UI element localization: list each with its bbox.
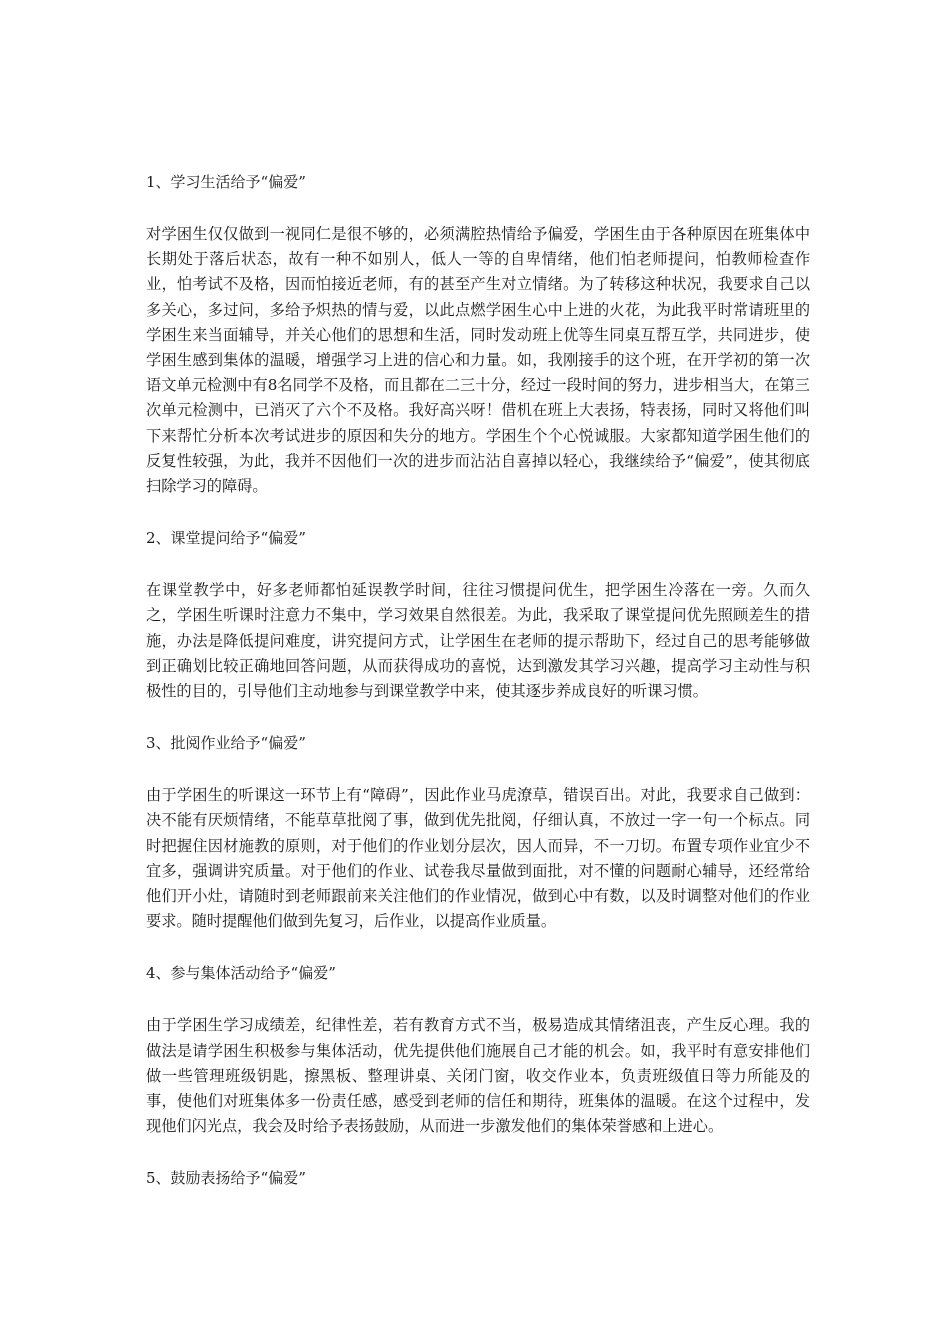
section-heading-4: 4、参与集体活动给予“偏爱”	[146, 964, 336, 983]
section-body-4: 由于学困生学习成绩差，纪律性差，若有教育方式不当，极易造成其情绪沮丧，产生反心理。我的做法是请学困生积极参与集体活动，优先提供他们施展自己才能的机会。如，我平时有意安排他们做一些管理班级钥匙，擦黑板、整理讲桌、关闭门窗，收交作业本，负责班级值日等力所能及的事，使他们对班集体多一份责任感，感受到老师的信任和期待，班集体的温暖。在这个过程中，发现他们闪光点，我会及时给予表扬鼓励，从而进一步激发他们的集体荣誉感和上进心。	[146, 1016, 810, 1136]
section-body-3: 由于学困生的听课这一环节上有“障碍”，因此作业马虎潦草，错误百出。对此，我要求自己做到：决不能有厌烦情绪，不能草草批阅了事，做到优先批阅，仔细认真，不放过一字一句一个标点。同时把握住因材施教的原则，对于他们的作业划分层次，因人而异，不一刀切。布置专项作业宜少不宜多，强调讲究质量。对于他们的作业、试卷我尽量做到面批，对不懂的问题耐心辅导，还经常给他们开小灶，请随时到老师跟前来关注他们的作业情况，做到心中有数，以及时调整对他们的作业要求。随时提醒他们做到先复习，后作业，以提高作业质量。	[146, 786, 810, 931]
section-heading-5: 5、鼓励表扬给予“偏爱”	[146, 1169, 306, 1188]
section-heading-1: 1、学习生活给予“偏爱”	[146, 173, 306, 191]
section-heading-2: 2、课堂提问给予“偏爱”	[146, 529, 306, 548]
section-body-1: 对学困生仅仅做到一视同仁是很不够的，必须满腔热情给予偏爱，学困生由于各种原因在班集体中长期处于落后状态，故有一种不如别人，低人一等的自卑情绪，他们怕老师提问，怕教师检查作业，怕考试不及格，因而怕接近老师，有的甚至产生对立情绪。为了转移这种状况，我要求自己以多关心，多过问，多给予炽热的情与爱，以此点燃学困生心中上进的火花，为此我平时常请班里的学困生来当面辅导，并关心他们的思想和生活，同时发动班上优等生同桌互帮互学，共同进步，使学困生感到集体的温暖，增强学习上进的信心和力量。如，我刚接手的这个班，在开学初的第一次语文单元检测中有8名同学不及格，而且都在二三十分，经过一段时间的努力，进步相当大，在第三次单元检测中，已消灭了六个不及格。我好高兴呀！借机在班上大表扬，特表扬，同时又将他们叫下来帮忙分析本次考试进步的原因和失分的地方。学困生个个心悦诚服。大家都知道学困生他们的反复性较强，为此，我并不因他们一次的进步而沾沾自喜掉以轻心，我继续给予“偏爱”，使其彻底扫除学习的障碍。	[146, 225, 810, 496]
section-body-2: 在课堂教学中，好多老师都怕延误教学时间，往往习惯提问优生，把学困生冷落在一旁。久而久之，学困生听课时注意力不集中，学习效果自然很差。为此，我采取了课堂提问优先照顾差生的措施，办法是降低提问难度，讲究提问方式，让学困生在老师的提示帮助下，经过自己的思考能够做到正确划比较正确地回答问题，从而获得成功的喜悦，达到激发其学习兴趣，提高学习主动性与积极性的目的，引导他们主动地参与到课堂教学中来，使其逐步养成良好的听课习惯。	[146, 581, 810, 701]
section-heading-3: 3、批阅作业给予“偏爱”	[146, 734, 306, 753]
